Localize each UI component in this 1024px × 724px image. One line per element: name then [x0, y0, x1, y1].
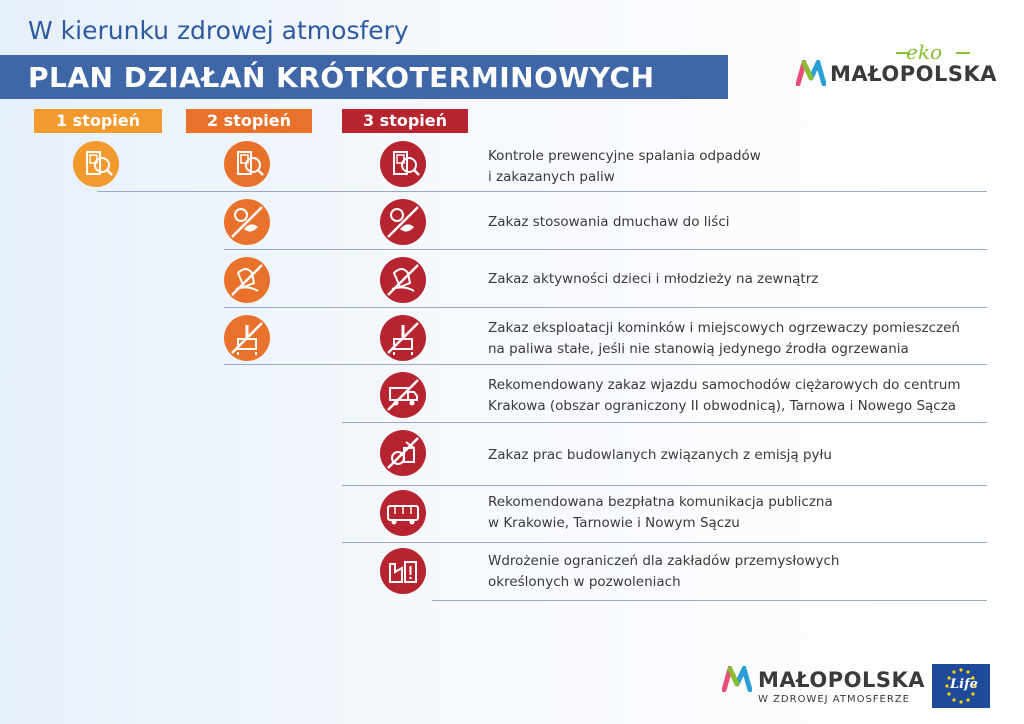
page-subtitle: W kierunku zdrowej atmosfery [28, 16, 409, 45]
action-text-8 [488, 551, 839, 593]
eko-malopolska-logo [796, 40, 996, 100]
row-divider [224, 307, 987, 308]
free-bus-icon [380, 490, 426, 536]
life-label: Life [950, 677, 978, 692]
action-text-6 [488, 445, 832, 466]
action-line: na paliwa stałe, jeśli nie stanowią jedynego źrodła ogrzewania [488, 341, 909, 357]
action-line: określonych w pozwoleniach [488, 574, 681, 590]
no-outdoor-activity-icon [224, 257, 270, 303]
no-construction-icon [380, 430, 426, 476]
no-outdoor-activity-icon [380, 257, 426, 303]
action-line: Zakaz stosowania dmuchaw do liści [488, 214, 730, 230]
footer-tagline: W ZDROWEJ ATMOSFERZE [758, 694, 910, 705]
eko-line-right [956, 52, 970, 54]
malopolska-mark-icon [796, 60, 826, 86]
level-1-badge: 1 stopień [34, 109, 162, 133]
row-divider [224, 249, 987, 250]
no-truck-icon [380, 372, 426, 418]
eu-life-logo [932, 664, 990, 708]
level-2-badge: 2 stopień [186, 109, 312, 133]
action-line: i zakazanych paliw [488, 169, 615, 185]
logo-name: MAŁOPOLSKA [830, 62, 998, 86]
no-fireplace-icon [224, 315, 270, 361]
no-leaf-blower-icon [224, 199, 270, 245]
stove-inspection-icon [224, 141, 270, 187]
action-line: Zakaz eksploatacji kominków i miejscowych ogrzewaczy pomieszczeń [488, 320, 960, 336]
malopolska-footer-logo [722, 666, 926, 710]
action-text-2 [488, 212, 730, 233]
action-line: Krakowa (obszar ograniczony II obwodnicą), Tarnowa i Nowego Sącza [488, 398, 957, 414]
no-fireplace-icon [380, 315, 426, 361]
footer-logo-name: MAŁOPOLSKA [758, 668, 926, 692]
action-text-5 [488, 375, 961, 417]
row-divider [97, 191, 987, 192]
no-leaf-blower-icon [380, 199, 426, 245]
action-line: Zakaz prac budowlanych związanych z emisją pyłu [488, 447, 832, 463]
malopolska-mark-icon [722, 666, 752, 692]
row-divider [342, 422, 987, 423]
action-line: w Krakowie, Tarnowie i Nowym Sączu [488, 515, 740, 531]
action-line: Rekomendowany zakaz wjazdu samochodów ciężarowych do centrum [488, 377, 961, 393]
action-line: Rekomendowana bezpłatna komunikacja publiczna [488, 494, 833, 510]
stove-inspection-icon [73, 141, 119, 187]
action-line: Zakaz aktywności dzieci i młodzieży na zewnątrz [488, 271, 819, 287]
action-text-7 [488, 492, 833, 534]
eko-label: eko [906, 40, 942, 64]
industry-limit-icon [380, 548, 426, 594]
action-line: Kontrole prewencyjne spalania odpadów [488, 148, 761, 164]
action-text-3 [488, 269, 818, 290]
row-divider [432, 600, 987, 601]
row-divider [342, 485, 987, 486]
title-banner [0, 55, 728, 99]
action-line: Wdrożenie ograniczeń dla zakładów przemysłowych [488, 553, 840, 569]
page-title: PLAN DZIAŁAŃ KRÓTKOTERMINOWYCH [28, 61, 655, 94]
action-text-4 [488, 318, 960, 360]
row-divider [224, 364, 987, 365]
action-text-1 [488, 146, 761, 188]
stove-inspection-icon [380, 141, 426, 187]
row-divider [342, 542, 987, 543]
level-3-badge: 3 stopień [342, 109, 468, 133]
